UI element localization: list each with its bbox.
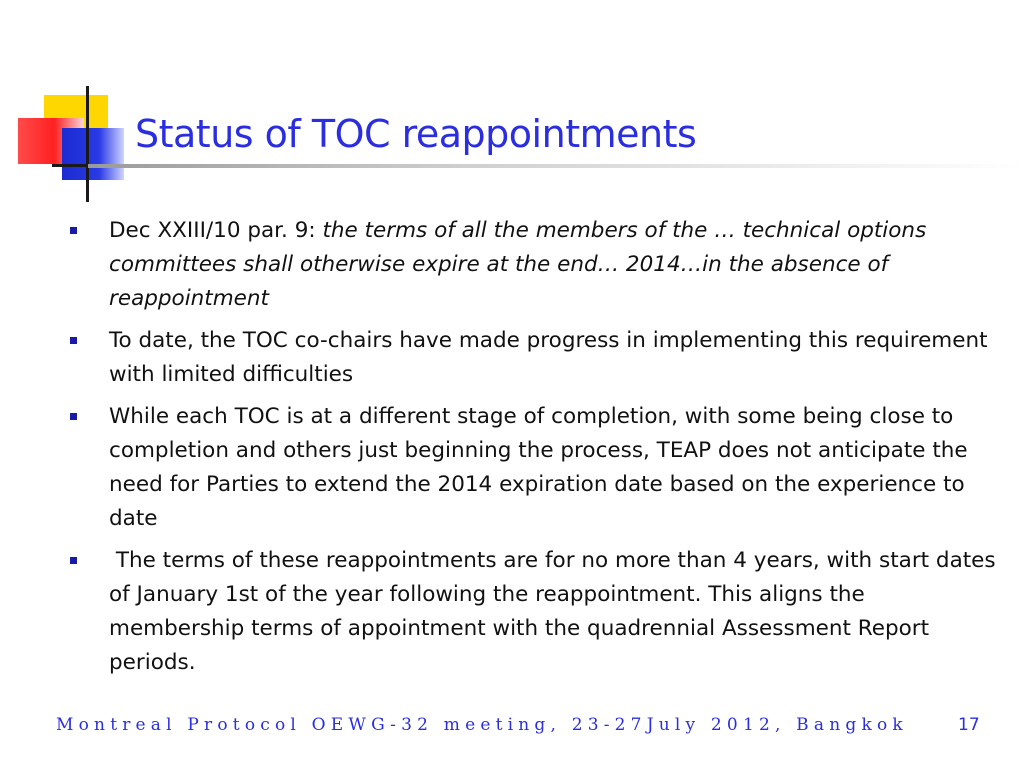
page-number: 17 [958, 715, 980, 735]
bullet-square-icon [70, 557, 77, 564]
title-divider [88, 164, 1024, 168]
bullet-list [70, 214, 1003, 688]
bullet-text: Dec XXIII/10 par. 9: [109, 218, 323, 243]
bullet-text: While each TOC is at a different stage of completion, with some being close to completion and others just beginning the process, TEAP does not anticipate the need for Parties to extend the 2014 expiration date based on the experience to date [109, 404, 968, 531]
slide-logo [0, 0, 180, 210]
logo-vertical-line [86, 86, 89, 202]
bullet-square-icon [70, 227, 77, 234]
bullet-item [70, 324, 1000, 392]
bullet-square-icon [70, 413, 77, 420]
bullet-item [70, 400, 1000, 536]
bullet-item [70, 544, 1003, 680]
slide-footer: Montreal Protocol OEWG-32 meeting, 23-27July 2012, Bangkok [56, 715, 908, 735]
bullet-text: The terms of these reappointments are for no more than 4 years, with start dates of January 1st of the year following the reappointment. This aligns the membership terms of appointment with the quadrennial Assessment Report periods. [109, 548, 1003, 675]
bullet-quote: the terms of all the members of the … technical options committees shall otherwise expire at the end… 2014…in the absence of reappointment [109, 218, 927, 311]
slide-title: Status of TOC reappointments [135, 112, 697, 156]
bullet-square-icon [70, 337, 77, 344]
logo-blue-square [62, 128, 124, 180]
bullet-item [70, 214, 1000, 316]
bullet-text: To date, the TOC co-chairs have made progress in implementing this requirement with limited difficulties [109, 328, 988, 387]
